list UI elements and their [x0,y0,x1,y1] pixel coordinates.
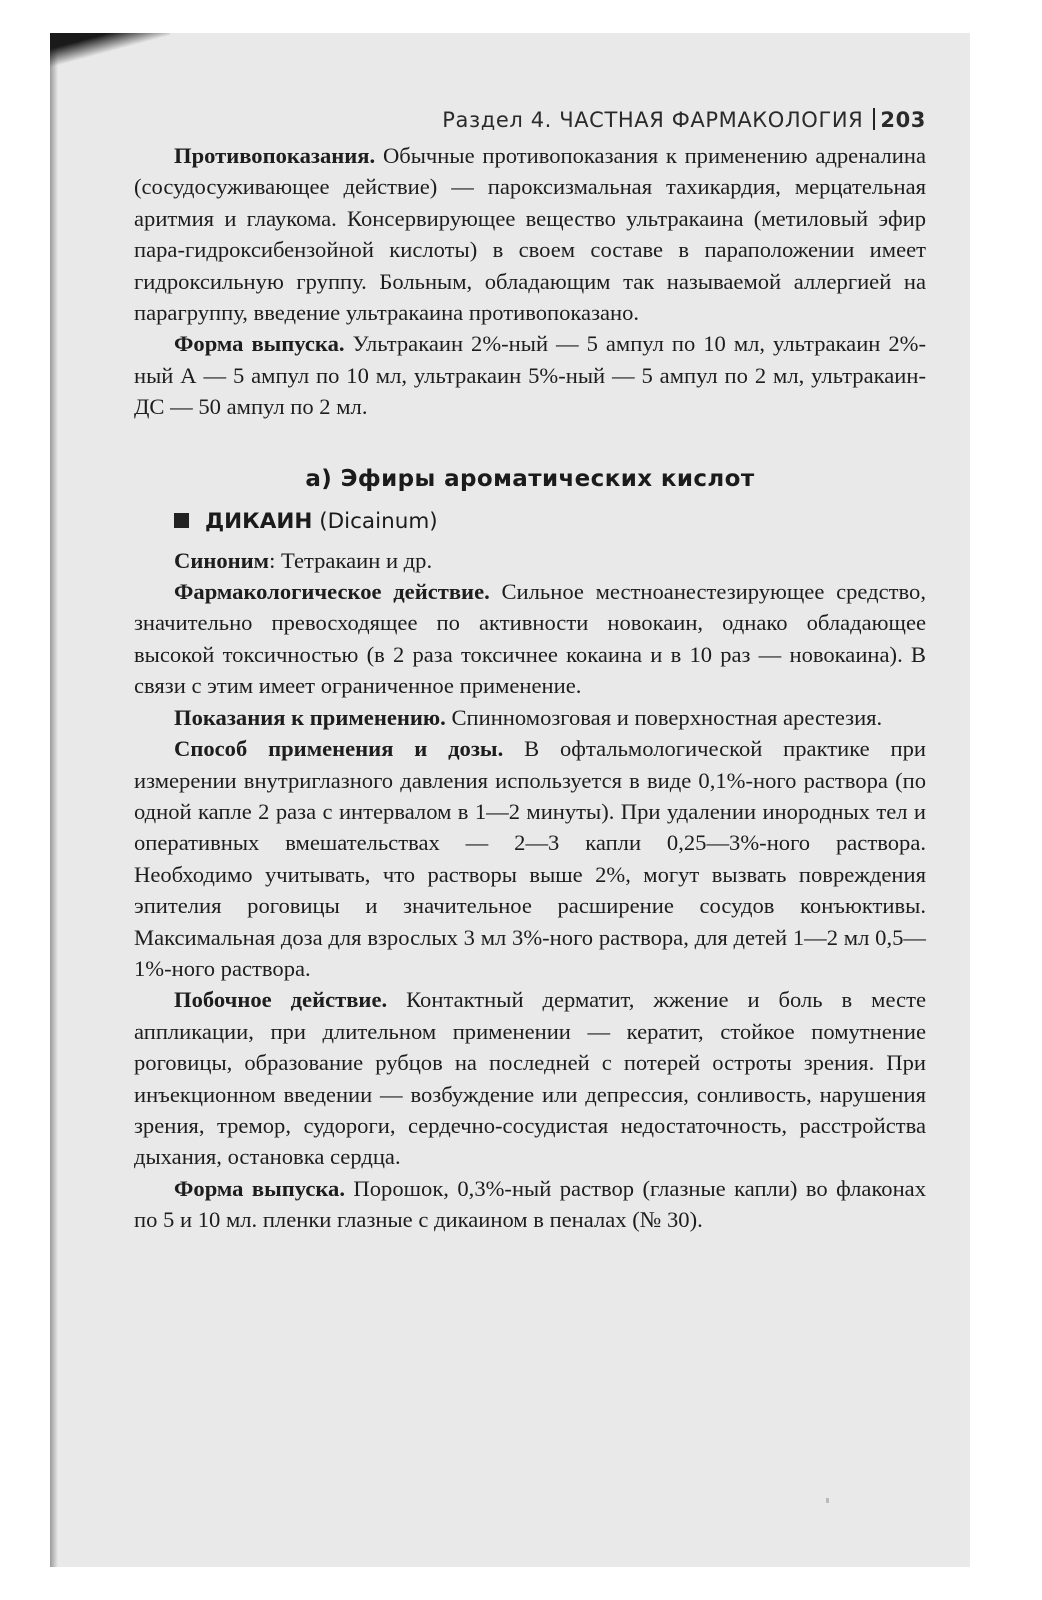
dicaine-form-paragraph [134,1173,926,1236]
side-effects-paragraph [134,984,926,1172]
synonym-paragraph [134,545,926,576]
dosage-paragraph [134,733,926,984]
ultracaine-form-paragraph [134,328,926,422]
action-text: Сильное местноанестезирующее средство, значительно превосходящее по активности новокаин, однако обладающее высокой токсичностью (в 2 раза токсичнее кокаина и в 10 раз — новокаина). В связи с этим имеет ограниченное применение. [134,579,926,699]
ultracaine-form-label: Форма выпуска. [174,331,345,357]
indications-paragraph [134,702,926,733]
page-gutter-shadow [50,33,58,1567]
synonym-text: : Тетракаин и др. [269,547,433,573]
dosage-label: Способ применения и дозы. [174,736,504,762]
book-page [134,100,926,1236]
running-head-divider [873,108,875,130]
synonym-label: Синоним [174,547,270,573]
side-effects-label: Побочное действие. [174,987,388,1013]
scan-corner-shadow [50,33,170,73]
drug-heading [174,505,926,539]
dicaine-form-text: Порошок, 0,3%-ный раствор (глазные капли) во флаконах по 5 и 10 мл. пленки глазные с дикаином в пеналах (№ 30). [134,1175,927,1233]
dosage-text: В офтальмологической практике при измерении внутриглазного давления используется в виде 0,1%-ного раствора (по одной капле 2 раза с интервалом в 1—2 минуты). При удалении инородных тел и оперативных вмешательствах — 2—3 капли 0,25—3%-ного раствора. Необходимо учитывать, что растворы выше 2%, могут вызвать повреждения эпителия роговицы и значительное расширение сосудов конъюктивы. Максимальная доза для взрослых 3 мл 3%-ного раствора, для детей 1—2 мл 0,5—1%-ного раствора. [134,736,926,981]
indications-text: Спинномозговая и поверхностная арестезия. [451,704,883,730]
side-effects-text: Контактный дерматит, жжение и боль в месте аппликации, при длительном применении — кератит, стойкое помутнение роговицы, образование рубцов на последней с потерей остроты зрения. При инъекционном введении — возбуждение или депрессия, сонливость, нарушения зрения, тремор, судороги, сердечно-сосудистая недостаточность, расстройства дыхания, остановка сердца. [134,987,926,1170]
action-label: Фармакологическое действие. [174,579,490,605]
running-head-section: Раздел 4. ЧАСТНАЯ ФАРМАКОЛОГИЯ [442,108,864,132]
scan-speck [826,1498,829,1503]
bullet-square-icon [174,513,189,528]
page-number: 203 [880,108,926,132]
ultracaine-form-text: Ультракаин 2%-ный — 5 ампул по 10 мл, ультракаин 2%-ный А — 5 ампул по 10 мл, ультракаин 5%-ный — 5 ампул по 2 мл, ультракаин-ДС — 50 ампул по 2 мл. [134,331,927,420]
running-head [134,100,926,140]
contraindications-text: Обычные противопоказания к применению адреналина (сосудосуживающее действие) — пароксизмальная тахикардия, мерцательная аритмия и глаукома. Консервирующее вещество ультракаина (метиловый эфир пара-гидроксибензойной кислоты) в своем составе в параположении имеет гидроксильную группу. Больным, обладающим так называемой аллергией на парагруппу, введение ультракаина противопоказано. [134,143,926,326]
contraindications-paragraph [134,140,926,328]
action-paragraph [134,576,926,702]
drug-latin-name: (Dicainum) [319,508,438,534]
dicaine-form-label: Форма выпуска. [174,1175,345,1201]
section-heading: а) Эфиры ароматических кислот [305,465,755,492]
indications-label: Показания к применению. [174,704,446,730]
contraindications-label: Противопоказания. [174,143,376,168]
drug-name: ДИКАИН [205,508,313,534]
